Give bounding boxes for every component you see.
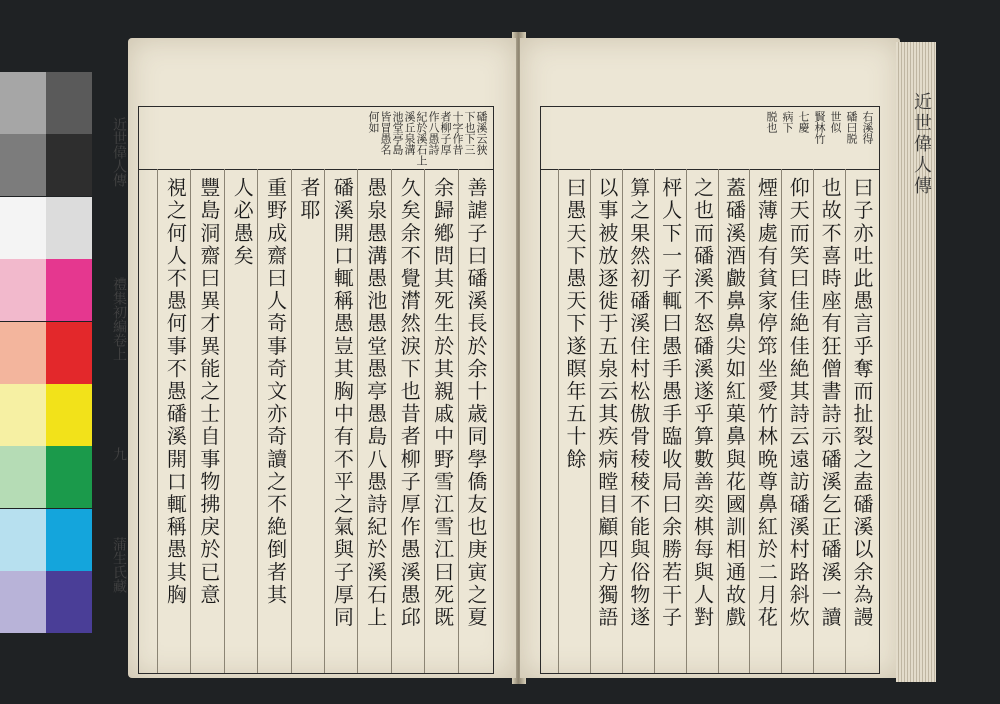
left-text-column: 善謔子曰磻溪長於余十歳同學僑友也庚寅之夏: [463, 177, 488, 629]
column-rule: [224, 169, 225, 673]
column-rule: [424, 169, 425, 673]
left-annotation-line: 溪丘泉溝: [403, 111, 416, 155]
color-patch: [0, 509, 46, 571]
column-rule: [749, 169, 750, 673]
left-text-column: 重野成齋曰人奇事奇文亦奇讀之不絶倒者其: [263, 177, 288, 607]
color-patch: [46, 509, 92, 571]
left-annotation-line: 何如: [367, 111, 380, 133]
left-text-column: 磻溪開口輒稱愚豈其胸中有不平之氣與子厚同: [330, 177, 355, 629]
left-text-column: 視之何人不愚何事不愚磻溪開口輒稱愚其胸: [163, 177, 188, 607]
column-rule: [357, 169, 358, 673]
color-patch: [46, 259, 92, 321]
column-rule: [391, 169, 392, 673]
color-patch: [0, 322, 46, 384]
right-annotation-line: 世似: [829, 111, 842, 133]
color-patch: [46, 197, 92, 259]
left-text-column: 愚泉愚溝愚池愚堂愚亭愚島八愚詩紀於溪石上: [363, 177, 388, 629]
left-margin-page: 九: [111, 447, 127, 461]
left-text-column: 者耶: [297, 177, 321, 223]
right-annotation-line: 病下: [781, 111, 794, 133]
color-patch: [0, 259, 46, 321]
right-text-column: 曰愚天下愚天下遂瞑年五十餘: [563, 177, 587, 471]
right-annotation-line: 磻曰脱: [845, 111, 858, 144]
right-text-column: 曰子亦吐此愚言乎奪而扯裂之盍磻溪以余為謾: [849, 177, 874, 629]
right-annotation-box: [541, 107, 879, 170]
column-rule: [845, 169, 846, 673]
left-annotation-line: 者柳子厚: [439, 111, 452, 155]
left-annotation-line: 下也下三: [463, 111, 476, 155]
color-calibration-chart: [0, 72, 92, 634]
left-annotation-line: 皆冒愚名: [379, 111, 392, 155]
right-text-column: 煙薄處有貧家停筇坐愛竹林晩尊鼻紅於二月花: [754, 177, 779, 629]
right-annotation-line: 脱也: [765, 111, 778, 133]
next-page-title: 近世偉人傳: [911, 92, 932, 197]
column-rule: [686, 169, 687, 673]
column-rule: [654, 169, 655, 673]
column-rule: [813, 169, 814, 673]
right-annotation-line: 七慶: [797, 111, 810, 133]
left-text-column: 久矣余不覺潸然淚下也昔者柳子厚作愚溪愚邱: [397, 177, 422, 629]
right-annotation-line: 右溪得: [861, 111, 874, 144]
column-rule: [257, 169, 258, 673]
color-patch: [0, 446, 46, 508]
right-text-column: 蓋磻溪酒皻鼻鼻尖如紅菓鼻與花國訓相通故戲: [722, 177, 747, 629]
color-patch: [0, 197, 46, 259]
right-text-column: 以事被放逐徙于五泉云其疾病瞠目顧四方獨語: [594, 177, 619, 629]
left-annotation-box: [139, 107, 493, 170]
left-annotation-line: 作八愚詩: [427, 111, 440, 155]
column-rule: [781, 169, 782, 673]
right-text-frame: [540, 106, 880, 674]
right-text-column: 算之果然初磻溪住村松傲骨稜稜不能與俗物遂: [626, 177, 651, 629]
left-page: [111, 38, 516, 678]
left-text-column: 人必愚矣: [230, 177, 255, 268]
color-patch: [46, 322, 92, 384]
column-rule: [291, 169, 292, 673]
column-rule: [718, 169, 719, 673]
color-patch: [46, 134, 92, 196]
column-rule: [458, 169, 459, 673]
color-patch: [0, 134, 46, 196]
column-rule: [622, 169, 623, 673]
right-text-column: 之也而磻溪不怒磻溪遂乎算數善奕棋每與人對: [690, 177, 715, 629]
left-annotation-line: 紀於溪石上: [415, 111, 428, 166]
column-rule: [190, 169, 191, 673]
column-rule: [157, 169, 158, 673]
right-page: [520, 38, 900, 678]
right-annotation-line: 賢林竹: [813, 111, 826, 144]
left-annotation-line: 池堂亭島: [391, 111, 404, 155]
color-patch: [0, 72, 46, 134]
color-patch: [46, 72, 92, 134]
color-patch: [0, 571, 46, 633]
left-text-column: 豐島洞齋曰異才異能之士自事物拂戾於已意: [196, 177, 221, 607]
left-text-frame: [111, 106, 494, 674]
book-spread: [111, 32, 934, 692]
column-rule: [324, 169, 325, 673]
right-text-column: 仰天而笑曰佳絶佳絶其詩云遠訪磻溪村路斜炊: [786, 177, 811, 629]
left-text-column: 余歸鄕問其死生於其親戚中野雪江雪江曰死既: [430, 177, 455, 629]
right-text-column: 也故不喜時座有狂僧書詩示磻溪乞正磻溪一讀: [818, 177, 843, 629]
color-patch: [46, 571, 92, 633]
left-margin-volume: 禮集初編卷上: [111, 277, 127, 361]
right-text-column: 枰人下一子輒曰愚手愚手臨收局曰余勝若干子: [658, 177, 683, 629]
color-patch: [46, 384, 92, 446]
left-margin-publisher: 蒲生氏藏: [111, 537, 127, 593]
column-rule: [590, 169, 591, 673]
color-patch: [46, 446, 92, 508]
left-annotation-line: 十字作昔: [451, 111, 464, 155]
left-annotation-line: 磻溪云狹: [475, 111, 488, 155]
color-patch: [0, 384, 46, 446]
column-rule: [558, 169, 559, 673]
left-margin-title: 近世偉人傳: [111, 117, 127, 187]
